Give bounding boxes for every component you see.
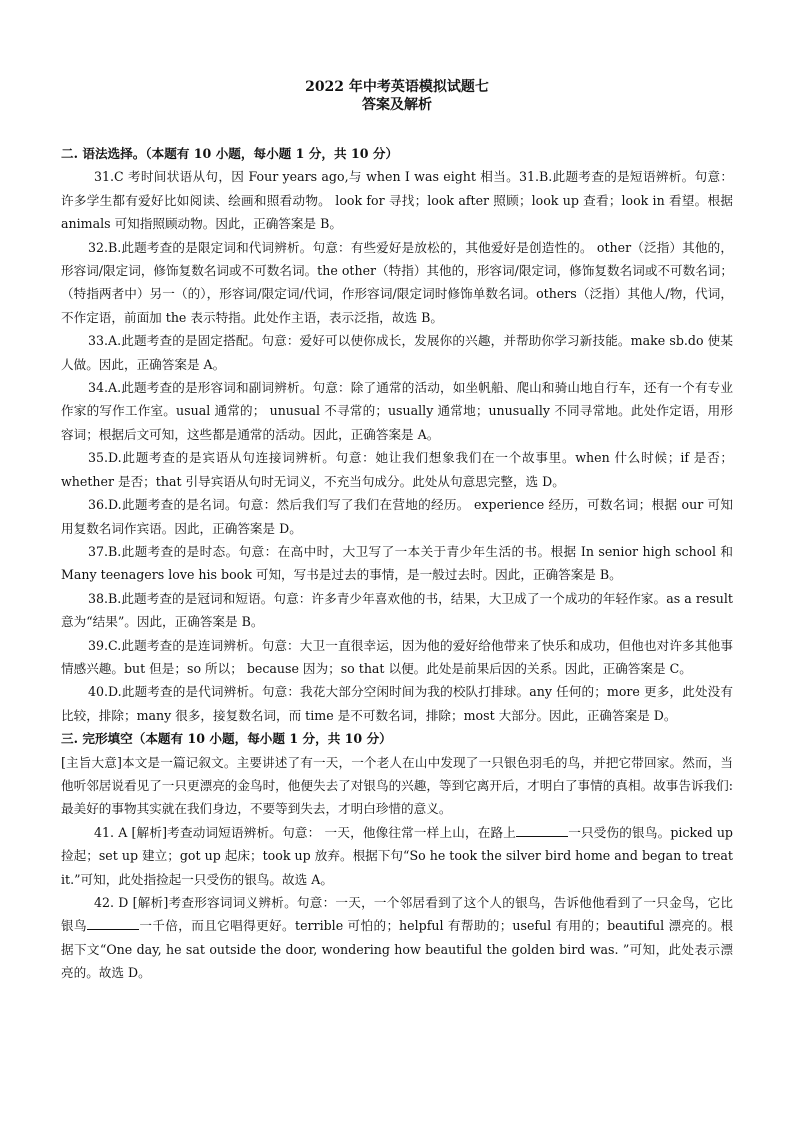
answer-item: 34.A.此题考查的是形容词和副词辨析。句意：除了通常的活动，如坐帆船、爬山和骑山地自行车，还有一个有专业作家的写作工作室。usual 通常的； unusual 不寻常的；usually 通常地；unusually 不同寻常地。此处作定语，用形容词；根据后文可知，这些都是通常的活动。因此，正确答案是 A。 [61,380,733,442]
section-heading-cloze: 三. 完形填空（本题有 10 小题，每小题 1 分，共 10 分） [61,731,392,747]
answer-text: 41. A [解析]考查动词短语辨析。句意： 一天，他像往常一样上山，在路上 [94,824,517,840]
page-subtitle: 答案及解析 [362,97,432,113]
answer-text: 42. D [解析]考查形容词词义辨析。句意：一天，一个邻居看到了这个人的银鸟，告诉他他看到了一只金鸟，它比银鸟 [61,895,733,934]
summary-paragraph: [主旨大意]本文是一篇记叙文。主要讲述了有一天，一个老人在山中发现了一只银色羽毛的鸟，并把它带回家。然而，当他听邻居说看见了一只更漂亮的金鸟时，他便失去了对银鸟的兴趣，等到它离开后，才明白了事情的真相。故事告诉我们:最美好的事物其实就在我们身边，不要等到失去，才明白珍惜的意义。 [61,754,733,817]
answer-item: 38.B.此题考查的是冠词和短语。句意：许多青少年喜欢他的书，结果，大卫成了一个成功的年轻作家。as a result 意为“结果”。因此，正确答案是 B。 [61,590,733,630]
answer-item: 31.C 考时间状语从句，因 Four years ago,与 when I was eight 相当。31.B.此题考查的是短语辨析。句意：许多学生都有爱好比如阅读、绘画和照看动物。 look for 寻找；look after 照顾；look up 查看；look in 看望。根据 animals 可知指照顾动物。因此，正确答案是 B。 [61,169,733,232]
answer-item: 36.D.此题考查的是名词。句意：然后我们写了我们在营地的经历。 experience 经历，可数名词；根据 our 可知用复数名词作宾语。因此，正确答案是 D。 [61,497,733,536]
answer-item-42 [61,891,733,985]
fill-blank [87,917,139,930]
answer-item: 37.B.此题考查的是时态。句意：在高中时，大卫写了一本关于青少年生活的书。根据 In senior high school 和 Many teenagers love his book 可知，写书是过去的事情，是一般过去时。因此，正确答案是 B。 [61,543,733,583]
fill-blank [516,824,568,837]
answer-item-41 [61,821,733,891]
answer-item: 35.D.此题考查的是宾语从句连接词辨析。句意：她让我们想象我们在一个故事里。when 什么时候；if 是否；whether 是否；that 引导宾语从句时无词义，不充当句成分。此处从句意思完整，选 D。 [61,450,733,489]
document-body [61,142,733,985]
answer-text: 一千倍，而且它唱得更好。terrible 可怕的；helpful 有帮助的；useful 有用的；beautiful 漂亮的。根据下文“One day, he sat outside the door, wondering how beautiful the golden bird was. ”可知，此处表示漂亮的。故选 D。 [61,918,733,981]
answer-item: 32.B.此题考查的是限定词和代词辨析。句意：有些爱好是放松的，其他爱好是创造性的。 other（泛指）其他的，形容词/限定词，修饰复数名词或不可数名词。the other（特指）其他的，形容词/限定词，修饰复数名词或不可数名词；（特指两者中）另一（的），形容词/限定词/代词，作形容词/限定词时修饰单数名词。others（泛指）其他人/物，代词，不作定语，前面加 the 表示特指。此处作主语，表示泛指，故选 B。 [61,239,733,325]
page-title: 2022 年中考英语模拟试题七 [305,79,489,95]
answer-item: 33.A.此题考查的是固定搭配。句意：爱好可以使你成长，发展你的兴趣，并帮助你学习新技能。make sb.do 使某人做。因此，正确答案是 A。 [61,333,733,372]
answer-text: 一只受伤的银鸟。picked up 捡起；set up 建立；got up 起床；took up 放弃。根据下句“So he took the silver bird home and began to treat it.”可知，此处指捡起一只受伤的银鸟。故选 A。 [61,824,733,887]
answer-item: 39.C.此题考查的是连词辨析。句意：大卫一直很幸运，因为他的爱好给他带来了快乐和成功，但他也对许多其他事情感兴趣。but 但是；so 所以； because 因为；so that 以便。此处是前果后因的关系。因此，正确答案是 C。 [61,637,733,676]
answer-item: 40.D.此题考查的是代词辨析。句意：我花大部分空闲时间为我的校队打排球。any 任何的；more 更多，此处没有比较，排除；many 很多，接复数名词，而 time 是不可数名词，排除；most 大部分。因此，正确答案是 D。 [61,684,733,723]
section-heading-grammar: 二. 语法选择。（本题有 10 小题，每小题 1 分，共 10 分） [61,146,399,161]
